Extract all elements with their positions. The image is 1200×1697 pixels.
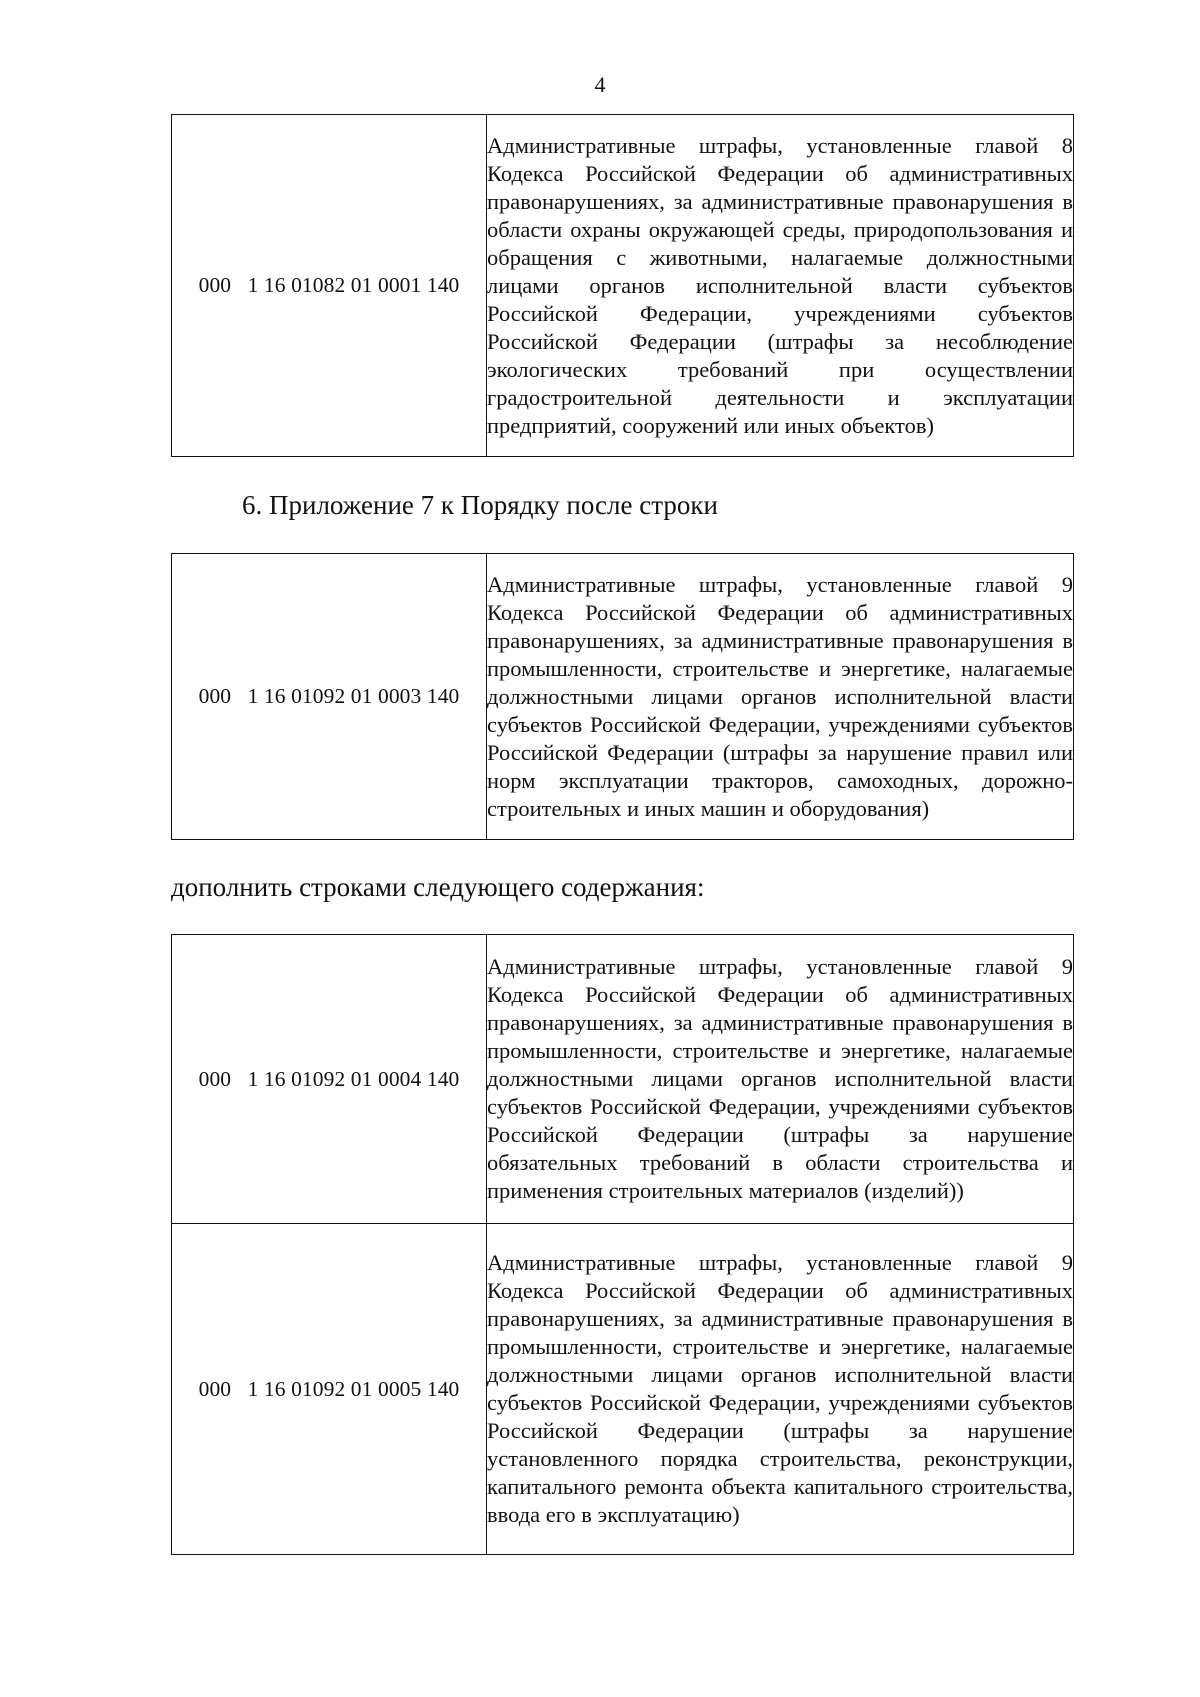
description-cell	[487, 554, 1074, 840]
table-row	[172, 935, 1074, 1224]
table-row	[172, 554, 1074, 840]
budget-code-table-1	[171, 114, 1074, 457]
table-row	[172, 115, 1074, 457]
description-text: Административные штрафы, установленные главой 9 Кодекса Российской Федерации об административных правонарушениях, за административные правонарушения в промышленности, строительстве и энергетике, налагаемые должностными лицами органов исполнительной власти субъектов Российской Федерации, учреждениями субъектов Российской Федерации (штрафы за нарушение установленного порядка строительства, реконструкции, капитального ремонта объекта капитального строительства, ввода его в эксплуатацию)	[487, 1250, 1073, 1527]
description-text: Административные штрафы, установленные главой 8 Кодекса Российской Федерации об административных правонарушениях, за административные правонарушения в области охраны окружающей среды, природопользования и обращения с животными, налагаемые должностными лицами органов исполнительной власти субъектов Российской Федерации, учреждениями субъектов Российской Федерации (штрафы за несоблюдение экологических требований при осуществлении градостроительной деятельности и эксплуатации предприятий, сооружений или иных объектов)	[487, 132, 1073, 438]
budget-code-table-2	[171, 553, 1074, 840]
budget-code-cell: 000 1 16 01092 01 0005 140	[172, 1224, 487, 1555]
description-cell	[487, 1224, 1074, 1555]
paragraph-item-6: 6. Приложение 7 к Порядку после строки	[242, 490, 718, 520]
supplement-paragraph: дополнить строками следующего содержания:	[171, 872, 705, 902]
page-number: 4	[594, 72, 606, 97]
description-text: Административные штрафы, установленные главой 9 Кодекса Российской Федерации об административных правонарушениях, за административные правонарушения в промышленности, строительстве и энергетике, налагаемые должностными лицами органов исполнительной власти субъектов Российской Федерации, учреждениями субъектов Российской Федерации (штрафы за нарушение обязательных требований в области строительства и применения строительных материалов (изделий))	[487, 954, 1073, 1203]
description-cell	[487, 115, 1074, 457]
table-row	[172, 1224, 1074, 1555]
description-text: Административные штрафы, установленные главой 9 Кодекса Российской Федерации об административных правонарушениях, за административные правонарушения в промышленности, строительстве и энергетике, налагаемые должностными лицами органов исполнительной власти субъектов Российской Федерации, учреждениями субъектов Российской Федерации (штрафы за нарушение правил или норм эксплуатации тракторов, самоходных, дорожно-строительных и иных машин и оборудования)	[487, 571, 1073, 821]
budget-code-table-3	[171, 934, 1074, 1555]
budget-code-cell: 000 1 16 01092 01 0004 140	[172, 935, 487, 1224]
budget-code-cell: 000 1 16 01092 01 0003 140	[172, 554, 487, 840]
description-cell	[487, 935, 1074, 1224]
budget-code-cell: 000 1 16 01082 01 0001 140	[172, 115, 487, 457]
